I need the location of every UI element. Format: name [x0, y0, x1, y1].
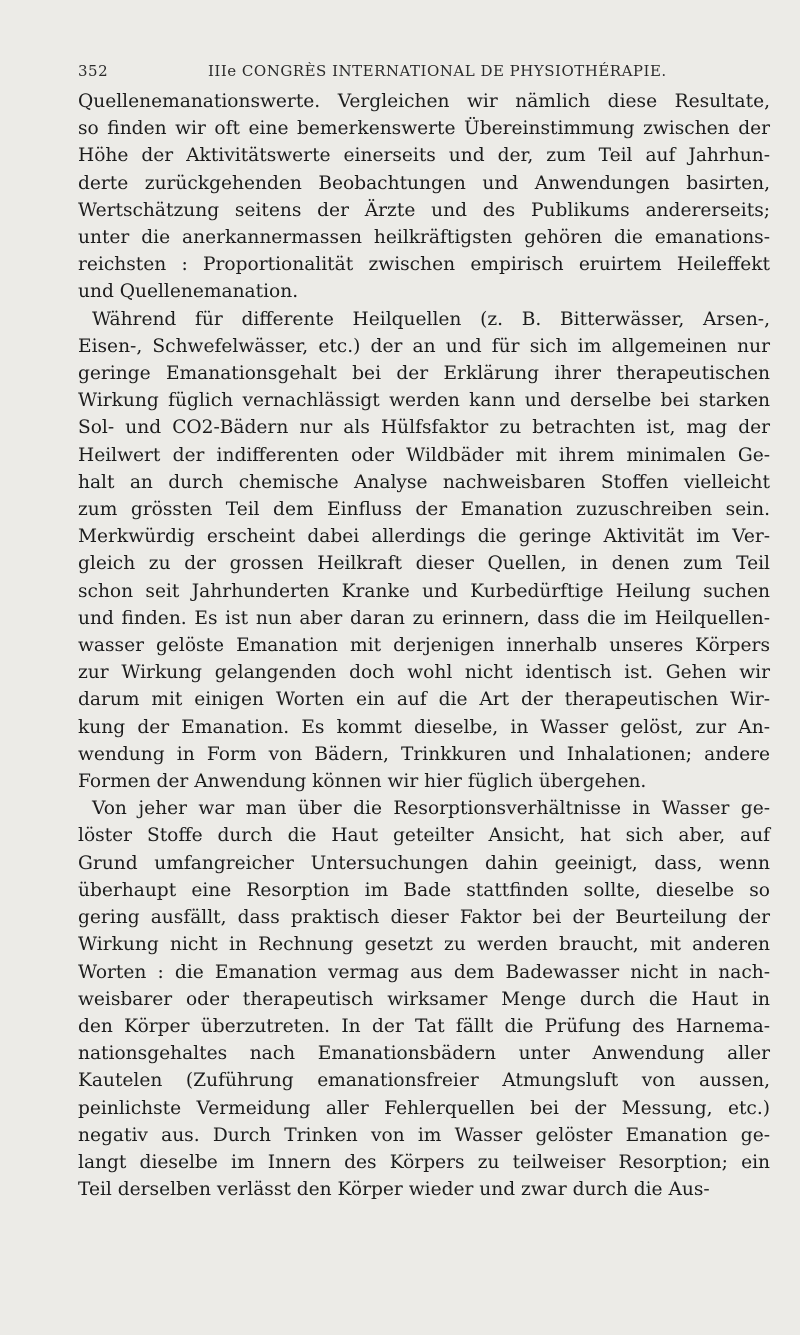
body-text — [78, 88, 770, 1203]
text-line: wasser gelöste Emanation mit derjenigen innerhalb unseres Körpers — [78, 635, 770, 657]
text-line: negativ aus. Durch Trinken von im Wasser gelöster Emanation ge- — [78, 1124, 770, 1146]
text-line: peinlichste Vermeidung aller Fehlerquellen bei der Messung, etc.) — [78, 1097, 770, 1119]
text-line: Kautelen (Zuführung emanationsfreier Atmungsluft von aussen, — [78, 1070, 770, 1092]
text-line: darum mit einigen Worten ein auf die Art der therapeutischen Wir- — [78, 689, 770, 711]
text-line: Wirkung nicht in Rechnung gesetzt zu werden braucht, mit anderen — [78, 934, 770, 956]
text-line: Formen der Anwendung können wir hier füglich übergehen. — [78, 771, 647, 793]
text-line: so finden wir oft eine bemerkenswerte Übereinstimmung zwischen der — [78, 118, 770, 140]
text-line: zum grössten Teil dem Einfluss der Emanation zuzuschreiben sein. — [78, 499, 770, 521]
text-line: halt an durch chemische Analyse nachweisbaren Stoffen vielleicht — [78, 471, 770, 493]
text-line: Wertschätzung seitens der Ärzte und des Publikums andererseits; — [78, 199, 770, 221]
running-header — [78, 60, 770, 88]
text-line: wendung in Form von Bädern, Trinkkuren und Inhalationen; andere — [78, 743, 770, 765]
text-line: gleich zu der grossen Heilkraft dieser Quellen, in denen zum Teil — [78, 553, 770, 575]
text-line: geringe Emanationsgehalt bei der Erklärung ihrer therapeutischen — [78, 363, 770, 385]
text-line: kung der Emanation. Es kommt dieselbe, in Wasser gelöst, zur An- — [78, 716, 770, 738]
text-line: nationsgehaltes nach Emanationsbädern unter Anwendung aller — [78, 1043, 770, 1065]
text-line: überhaupt eine Resorption im Bade stattfinden sollte, dieselbe so — [78, 879, 770, 901]
text-line: Heilwert der indifferenten oder Wildbäder mit ihrem minimalen Ge- — [78, 444, 770, 466]
text-line: schon seit Jahrhunderten Kranke und Kurbedürftige Heilung suchen — [78, 580, 770, 602]
text-line: Höhe der Aktivitätswerte einerseits und der, zum Teil auf Jahrhun- — [78, 145, 770, 167]
text-line: Eisen-, Schwefelwässer, etc.) der an und für sich im allgemeinen nur — [78, 335, 770, 357]
text-line: und Quellenemanation. — [78, 281, 299, 303]
text-line: unter die anerkannermassen heilkräftigsten gehören die emanations- — [78, 227, 770, 249]
text-line: Wirkung füglich vernachlässigt werden kann und derselbe bei starken — [78, 390, 770, 412]
text-line: weisbarer oder therapeutisch wirksamer Menge durch die Haut in — [78, 988, 770, 1010]
text-line: Merkwürdig erscheint dabei allerdings die geringe Aktivität im Ver- — [78, 526, 770, 548]
text-line: den Körper überzutreten. In der Tat fällt die Prüfung des Harnema- — [78, 1015, 770, 1037]
text-line: Quellenemanationswerte. Vergleichen wir nämlich diese Resultate, — [78, 91, 770, 112]
text-line: Worten : die Emanation vermag aus dem Badewasser nicht in nach- — [78, 961, 770, 983]
text-line: reichsten : Proportionalität zwischen empirisch eruirtem Heileffekt — [78, 254, 770, 276]
page-number: 352 — [78, 62, 109, 80]
text-line: Grund umfangreicher Untersuchungen dahin geeinigt, dass, wenn — [78, 852, 770, 874]
text-line: Während für differente Heilquellen (z. B. Bitterwässer, Arsen-, — [92, 308, 770, 330]
text-line: langt dieselbe im Innern des Körpers zu teilweiser Resorption; ein — [78, 1151, 770, 1173]
text-line: löster Stoffe durch die Haut geteilter Ansicht, hat sich aber, auf — [78, 825, 770, 847]
running-title: IIIe CONGRÈS INTERNATIONAL DE PHYSIOTHÉRAPIE. — [208, 62, 667, 80]
text-line: Sol- und CO2-Bädern nur als Hülfsfaktor zu betrachten ist, mag der — [78, 417, 770, 439]
text-line: Von jeher war man über die Resorptionsverhältnisse in Wasser ge- — [92, 798, 770, 820]
text-line: zur Wirkung gelangenden doch wohl nicht identisch ist. Gehen wir — [78, 662, 770, 684]
text-line: Teil derselben verlässt den Körper wieder und zwar durch die Aus- — [78, 1179, 710, 1201]
text-line: und finden. Es ist nun aber daran zu erinnern, dass die im Heilquellen- — [78, 607, 770, 629]
text-line: gering ausfällt, dass praktisch dieser Faktor bei der Beurteilung der — [78, 907, 770, 929]
text-line: derte zurückgehenden Beobachtungen und Anwendungen basirten, — [78, 172, 770, 194]
